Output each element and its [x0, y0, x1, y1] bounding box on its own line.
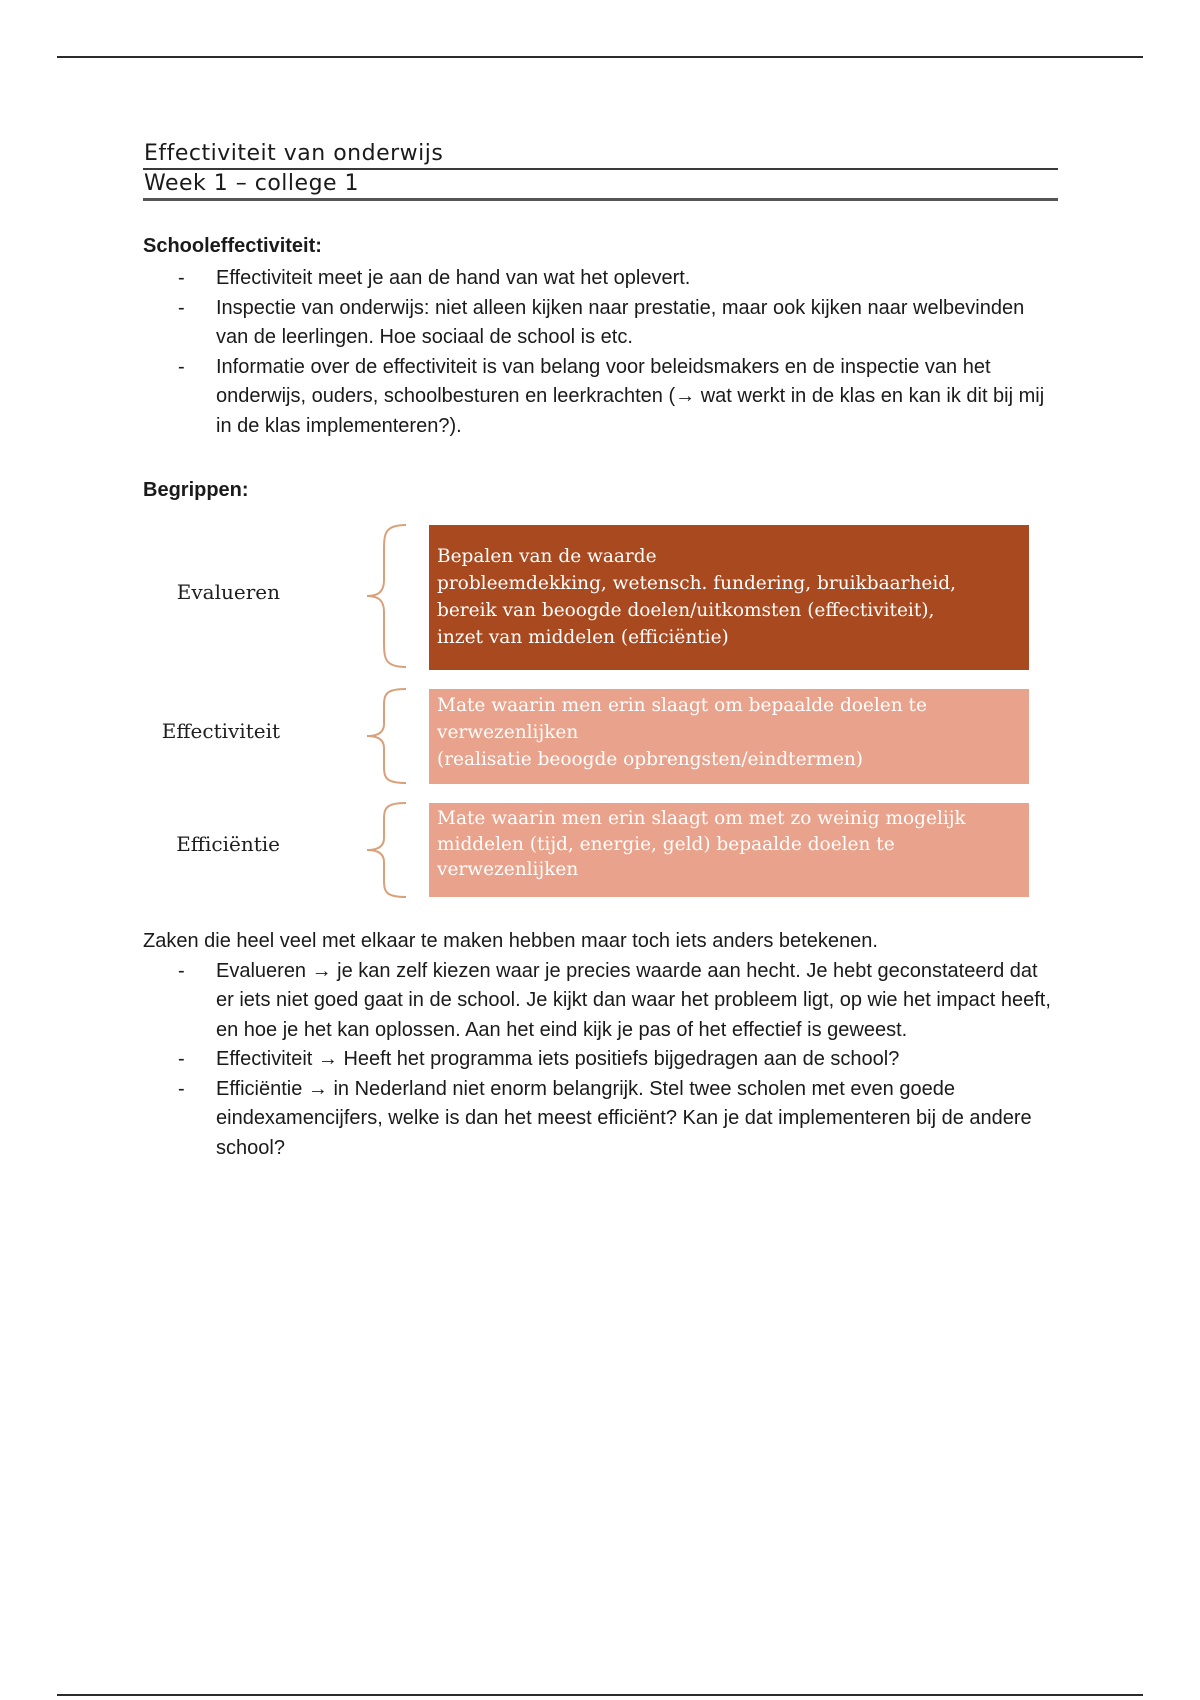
- list-item: - Efficiëntie → in Nederland niet enorm belangrijk. Stel twee scholen met even goede eindexamencijfers, welke is dan het meest efficiënt? Kan je dat implementeren bij de andere school?: [216, 1075, 1058, 1164]
- section-heading-begrippen: Begrippen:: [143, 479, 249, 501]
- definition-line: probleemdekking, wetensch. fundering, bruikbaarheid,: [437, 573, 957, 594]
- definition-line: (realisatie beoogde opbrengsten/eindtermen): [437, 749, 864, 770]
- definition-box-efficientie: [429, 803, 1029, 897]
- list-item: - Effectiviteit → Heeft het programma iets positiefs bijgedragen aan de school?: [216, 1045, 1058, 1075]
- definition-line: inzet van middelen (efficiëntie): [437, 627, 729, 648]
- schooleffectiviteit-list: [143, 264, 1058, 441]
- page-top-rule: [57, 56, 1143, 58]
- begrippen-diagram: [143, 522, 1058, 927]
- list-item: - Informatie over de effectiviteit is van belang voor beleidsmakers en de inspectie van het onderwijs, ouders, schoolbesturen en leerkrachten (→ wat werkt in de klas en kan ik dit bij mij in de klas implementeren?).: [216, 353, 1058, 442]
- definition-line: verwezenlijken: [437, 859, 579, 880]
- definition-line: Bepalen van de waarde: [437, 546, 657, 567]
- document-title: Effectiviteit van onderwijs: [143, 140, 1058, 170]
- definition-line: verwezenlijken: [437, 722, 579, 743]
- list-item: - Effectiviteit meet je aan de hand van wat het oplevert.: [216, 264, 1058, 294]
- document-page: [143, 140, 1058, 1163]
- definition-line: Mate waarin men erin slaagt om bepaalde doelen te: [437, 695, 927, 716]
- definition-box-effectiviteit: [429, 689, 1029, 784]
- definition-line: bereik van beoogde doelen/uitkomsten (effectiviteit),: [437, 600, 935, 621]
- definition-line: middelen (tijd, energie, geld) bepaalde doelen te: [437, 833, 895, 855]
- page-bottom-rule: [57, 1694, 1143, 1696]
- brace-icon: [364, 522, 408, 670]
- toelichting-intro: Zaken die heel veel met elkaar te maken hebben maar toch iets anders betekenen.: [143, 930, 878, 952]
- term-evalueren: Evalueren: [176, 580, 280, 604]
- list-item: - Evalueren → je kan zelf kiezen waar je precies waarde aan hecht. Je hebt geconstateerd dat er iets niet goed gaat in de school. Je kijkt dan waar het probleem ligt, op wie het impact heeft, en hoe je het kan oplossen. Aan het eind kijk je pas of het effectief is geweest.: [216, 957, 1058, 1046]
- definition-line: Mate waarin men erin slaagt om met zo weinig mogelijk: [437, 808, 966, 829]
- brace-icon: [364, 800, 408, 900]
- list-item: - Inspectie van onderwijs: niet alleen kijken naar prestatie, maar ook kijken naar welbevinden van de leerlingen. Hoe sociaal de school is etc.: [216, 294, 1058, 353]
- term-efficientie: Efficiëntie: [176, 832, 280, 856]
- term-effectiviteit: Effectiviteit: [161, 719, 280, 743]
- section-heading-schooleffectiviteit: Schooleffectiviteit:: [143, 235, 322, 257]
- toelichting-list: [143, 957, 1058, 1164]
- definition-box-evalueren: [429, 525, 1029, 670]
- document-subtitle: Week 1 – college 1: [143, 170, 1058, 201]
- brace-icon: [364, 686, 408, 786]
